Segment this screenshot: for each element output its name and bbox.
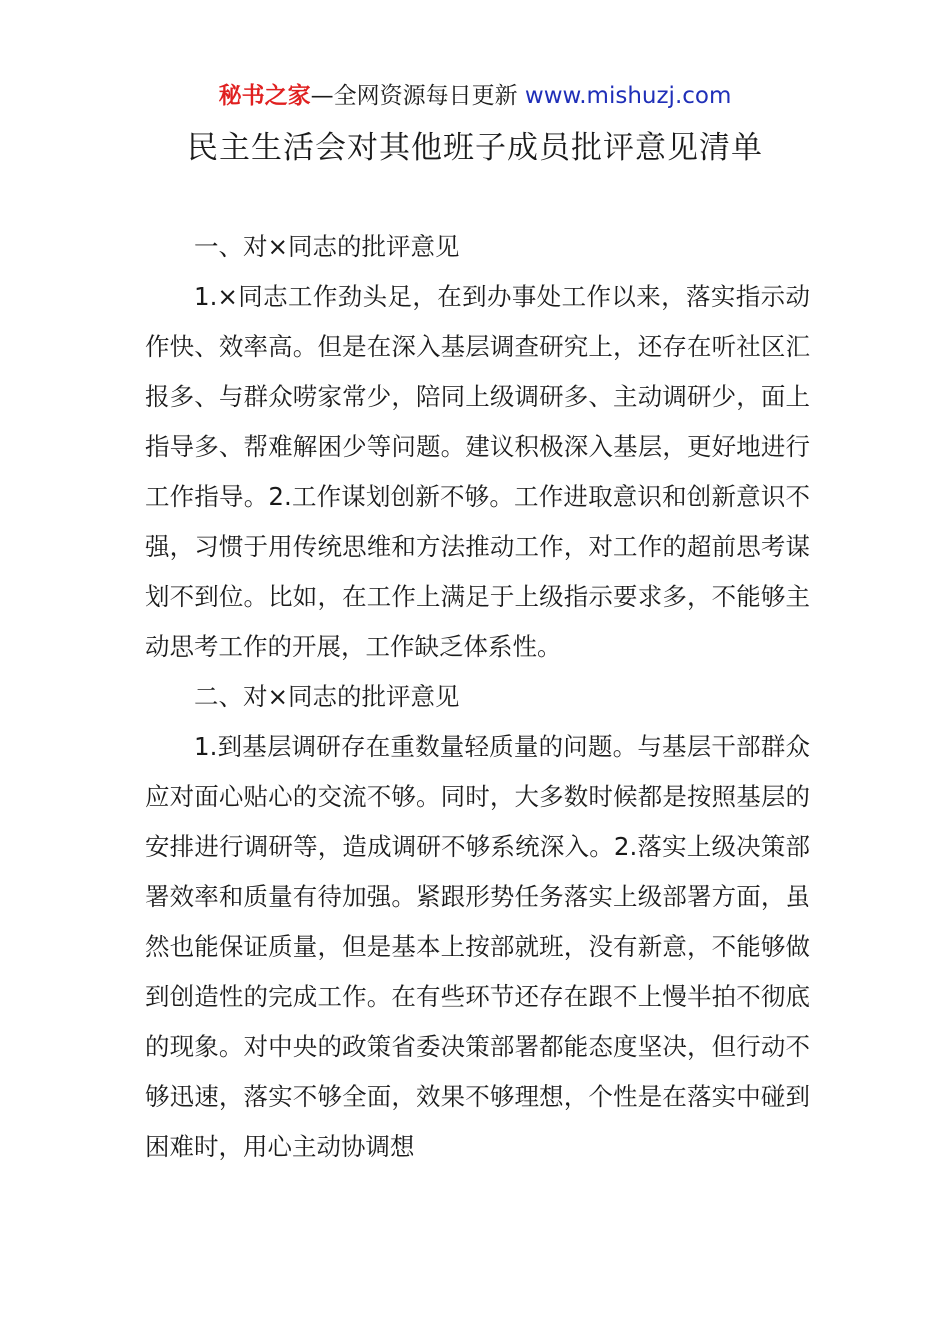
document-body — [145, 222, 810, 1172]
section-paragraph-1: 1.×同志工作劲头足，在到办事处工作以来，落实指示动作快、效率高。但是在深入基层调查研究上，还存在听社区汇报多、与群众唠家常少，陪同上级调研多、主动调研少，面上指导多、帮难解困少等问题。建议积极深入基层，更好地进行工作指导。2.工作谋划创新不够。工作进取意识和创新意识不强，习惯于用传统思维和方法推动工作，对工作的超前思考谋划不到位。比如，在工作上满足于上级指示要求多，不能够主动思考工作的开展，工作缺乏体系性。 — [145, 282, 810, 661]
site-banner — [0, 80, 950, 112]
section-heading-1: 一、对×同志的批评意见 — [194, 232, 460, 261]
document-title: 民主生活会对其他班子成员批评意见清单 — [187, 130, 763, 166]
site-tagline: —全网资源每日更新 — [310, 83, 525, 109]
section-heading-2: 二、对×同志的批评意见 — [194, 682, 460, 711]
site-brand: 秘书之家 — [218, 83, 311, 109]
site-url-link[interactable]: www.mishuzj.com — [524, 83, 732, 109]
section-paragraph-2: 1.到基层调研存在重数量轻质量的问题。与基层干部群众应对面心贴心的交流不够。同时，大多数时候都是按照基层的安排进行调研等，造成调研不够系统深入。2.落实上级决策部署效率和质量有待加强。紧跟形势任务落实上级部署方面，虽然也能保证质量，但是基本上按部就班，没有新意，不能够做到创造性的完成工作。在有些环节还存在跟不上慢半拍不彻底的现象。对中央的政策省委决策部署都能态度坚决，但行动不够迅速，落实不够全面，效果不够理想，个性是在落实中碰到困难时，用心主动协调想 — [145, 732, 810, 1161]
